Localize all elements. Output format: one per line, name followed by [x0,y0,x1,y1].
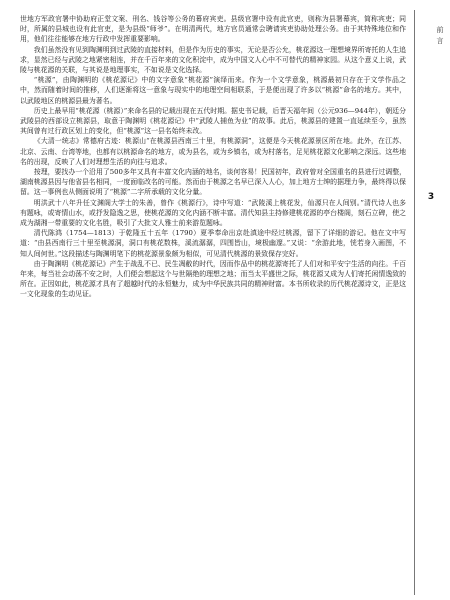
paragraph: “桃源”，由陶渊明的《桃花源记》中的文字意象“桃花源”演绎而来。作为一个文学意象，桃源最初只存在于文学作品之中，然而随着时间的推移，人们逐渐将这一意象与现实中的地理空间相联系，于是便出现了许多以“桃源”命名的地方。其中，以武陵地区的桃源县最为著名。 [20,76,406,105]
paragraph: 明洪武十八年升任文渊阁大学士的朱善，曾作《桃源行》，诗中写道：“武陵溪上桃花发，仙源只在人间别。”清代诗人也多有题咏，或寄情山水，或抒发隐逸之思，使桃花源的文化内涵不断丰富。清代知县主持修建桃花源的亭台楼阁，刻石立碑，使之成为湖湘一带重要的文化名胜，吸引了大批文人雅士前来游览题咏。 [20,198,406,228]
running-head: 前言 [436,26,444,48]
paragraph: 我们虽然没有见到陶渊明到过武陵的直接材料，但是作为历史的事实，无论是否公允，桃花源这一理想境界所寄托的人生追求，显然已经与武陵之地紧密相连，并在千百年来的文化积淀中，成为中国文人心中不可替代的精神家园。从这个意义上说，武陵与桃花源的关联，与其说是地理事实，不如说是文化选择。 [20,45,406,75]
margin-divider [414,10,415,595]
paragraph: 《大清一统志》常德府古迹：桃源山“在桃源县西南三十里，有桃源洞”，这便是今天桃花源景区所在地。此外，在江苏、北京、云南、台湾等地，也都有以桃源命名的地方，或为县名，或为乡镇名，或为村落名，足见桃花源文化影响之深远。这些地名的出现，反映了人们对理想生活的向往与追求。 [20,137,406,166]
paragraph: 清代陈鸿（1754—1813）于乾隆五十五年（1790）夏季奉命出京赴滇途中经过桃源，留下了详细的游记。他在文中写道：“由县西南行三十里至桃源洞，洞口有桃花数株，溪流潺潺，四围皆山，境极幽邃。”又说：“余游此地，恍若身入画图，不知人间何世。”这段描述与陶渊明笔下的桃花源景象颇为相似，可见清代桃源的景致保存完好。 [20,229,406,258]
page-number: 3 [427,192,435,202]
body-text [20,14,406,594]
paragraph: 按理，要找办一个沿用了500多年又具有丰富文化内涵的地名，谈何容易！民国初年，政府曾对全国重名的县进行过调整，湖南桃源县因与他省县名相同，一度面临改名的可能。然而由于桃源之名早已深入人心，加上地方士绅的据理力争，最终得以保留。这一事例也从侧面说明了“桃源”二字所承载的文化分量。 [20,168,406,197]
paragraph: 世地方军政官署中协助府正堂文案、刑名、钱谷等公务的幕府宾吏。县级官署中设有此官吏，则称为县署幕宾，简称宾吏；同时，所属的县城也设有此官吏，是为县级“师爷”。在明清两代，地方官员通常会聘请宾吏协助处理公务。由于其特殊地位和作用，他们往往能够在地方行政中发挥重要影响。 [20,15,406,44]
paragraph: 由于陶渊明《桃花源记》产生于战乱不已、民生凋敝的时代，因而作品中的桃花源寄托了人们对和平安宁生活的向往。千百年来，每当社会动荡不安之时，人们便会想起这个与世隔绝的理想之地；而当太平盛世之际，桃花源又成为人们寄托闲情逸致的所在。正因如此，桃花源才具有了超越时代的永恒魅力，成为中华民族共同的精神财富。本书所收录的历代桃花源诗文，正是这一文化现象的生动见证。 [20,259,406,299]
paragraph: 历史上最早用“桃花源（桃源）”来命名县的记载出现在五代时期。据史书记载，后晋天福年间（公元936—944年），朝廷分武陵县的西部设立桃源县，取意于陶渊明《桃花源记》中“武陵人捕鱼为业”的故事。此后，桃源县的建置一直延续至今，虽然其间曾有过行政区划上的变化，但“桃源”这一县名始终未改。 [20,106,406,136]
